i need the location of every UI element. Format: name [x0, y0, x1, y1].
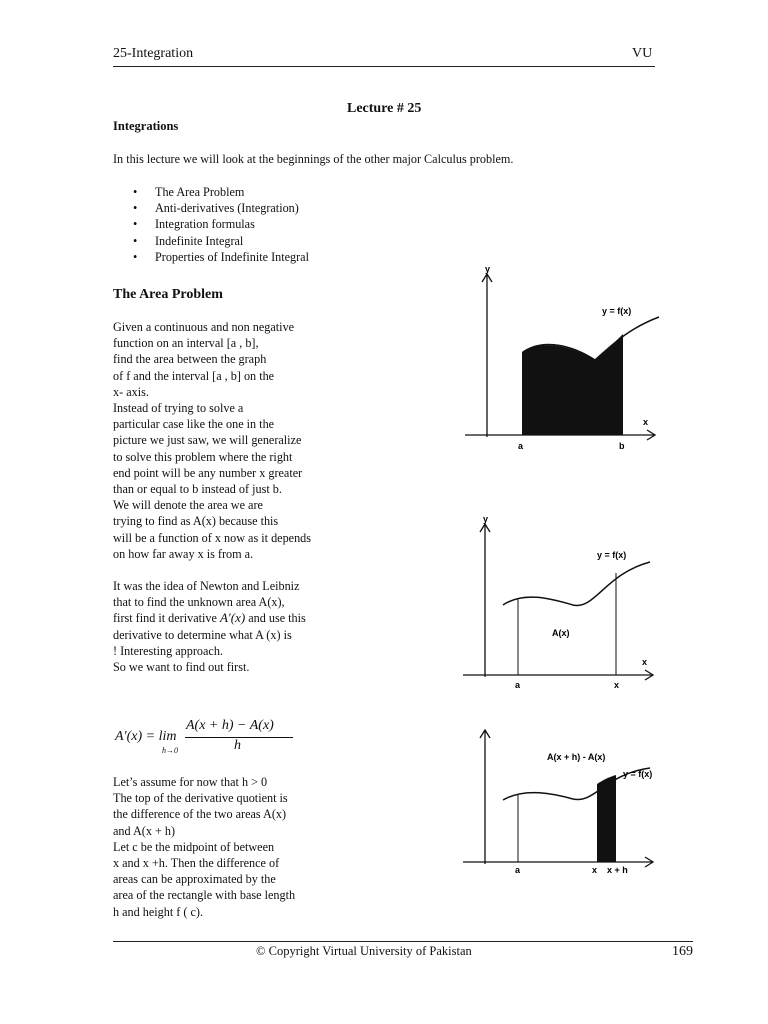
tick-a-label: a — [515, 680, 521, 690]
area-graph-1 — [455, 262, 670, 457]
running-header-vu: VU — [632, 46, 653, 61]
lecture-title: Lecture # 25 — [347, 101, 422, 116]
axis-y-label: y — [483, 514, 489, 524]
running-header-title: 25-Integration — [113, 46, 194, 61]
formula-lhs: A′(x) = lim — [115, 729, 177, 744]
newton-leibniz-paragraph: It was the idea of Newton and Leibniz that to find the unknown area A(x), first find it derivative A′(x) and use this derivative to determine what A (x) is ! Interesting approach. So we want to find out first. — [113, 579, 306, 675]
section-title: Integrations — [113, 119, 179, 133]
axis-y-label: y — [485, 264, 491, 274]
tick-x-label: x — [592, 865, 598, 875]
difference-label: A(x + h) - A(x) — [547, 752, 606, 762]
tick-a-label: a — [515, 865, 521, 875]
approximation-paragraph: Let’s assume for now that h > 0 The top of the derivative quotient is the difference of the two areas A(x) and A(x + h) Let c be the midpoint of between x and x +h. Then the difference of areas can be approximated by the area of the rectangle with base length h and height f ( c). — [113, 775, 296, 919]
formula-denominator: h — [234, 738, 241, 753]
tick-a-label: a — [518, 441, 524, 451]
list-item: • The Area Problem — [133, 185, 245, 199]
page-number: 169 — [672, 944, 693, 959]
tick-xh-label: x + h — [607, 865, 628, 875]
formula-limit-sub: h→0 — [162, 746, 178, 755]
tick-x-label: x — [614, 680, 620, 690]
area-problem-heading: The Area Problem — [113, 287, 223, 302]
copyright-notice: © Copyright Virtual University of Pakistan — [256, 944, 472, 958]
axis-x-label: x — [643, 417, 649, 427]
axis-x-label: x — [642, 657, 648, 667]
intro-paragraph: In this lecture we will look at the beginnings of the other major Calculus problem. — [113, 152, 514, 166]
derivative-formula — [115, 718, 295, 758]
area-graph-2 — [455, 512, 670, 692]
header-rule — [113, 66, 655, 67]
footer-rule — [113, 941, 693, 942]
curve-label: y = f(x) — [597, 550, 627, 560]
topic-list — [113, 184, 309, 265]
tick-b-label: b — [619, 441, 625, 451]
area-label: A(x) — [552, 628, 570, 638]
curve-label: y = f(x) — [602, 306, 632, 316]
derivative-symbol: A′(x) — [219, 610, 246, 626]
area-graph-3 — [455, 722, 670, 882]
curve-label: y = f(x) — [623, 769, 653, 779]
formula-numerator: A(x + h) − A(x) — [186, 718, 274, 733]
list-item: • Anti-derivatives (Integration) — [133, 201, 299, 216]
list-item: • Properties of Indefinite Integral — [133, 249, 309, 264]
list-item: • Indefinite Integral — [133, 233, 244, 248]
area-problem-paragraph: Given a continuous and non negative function on an interval [a , b], find the area between the graph of f and the interval [a , b] on the x- axis. Instead of trying to solve a particular case like the one in the picture we just saw, we will generalize to solve this problem where the right end point will be any number x greater than or equal to b instead of just b. We will denote the area we are trying to find as A(x) because this will be a function of x now as it depends on how far away x is from a. — [113, 320, 312, 561]
list-item: • Integration formulas — [133, 217, 255, 232]
